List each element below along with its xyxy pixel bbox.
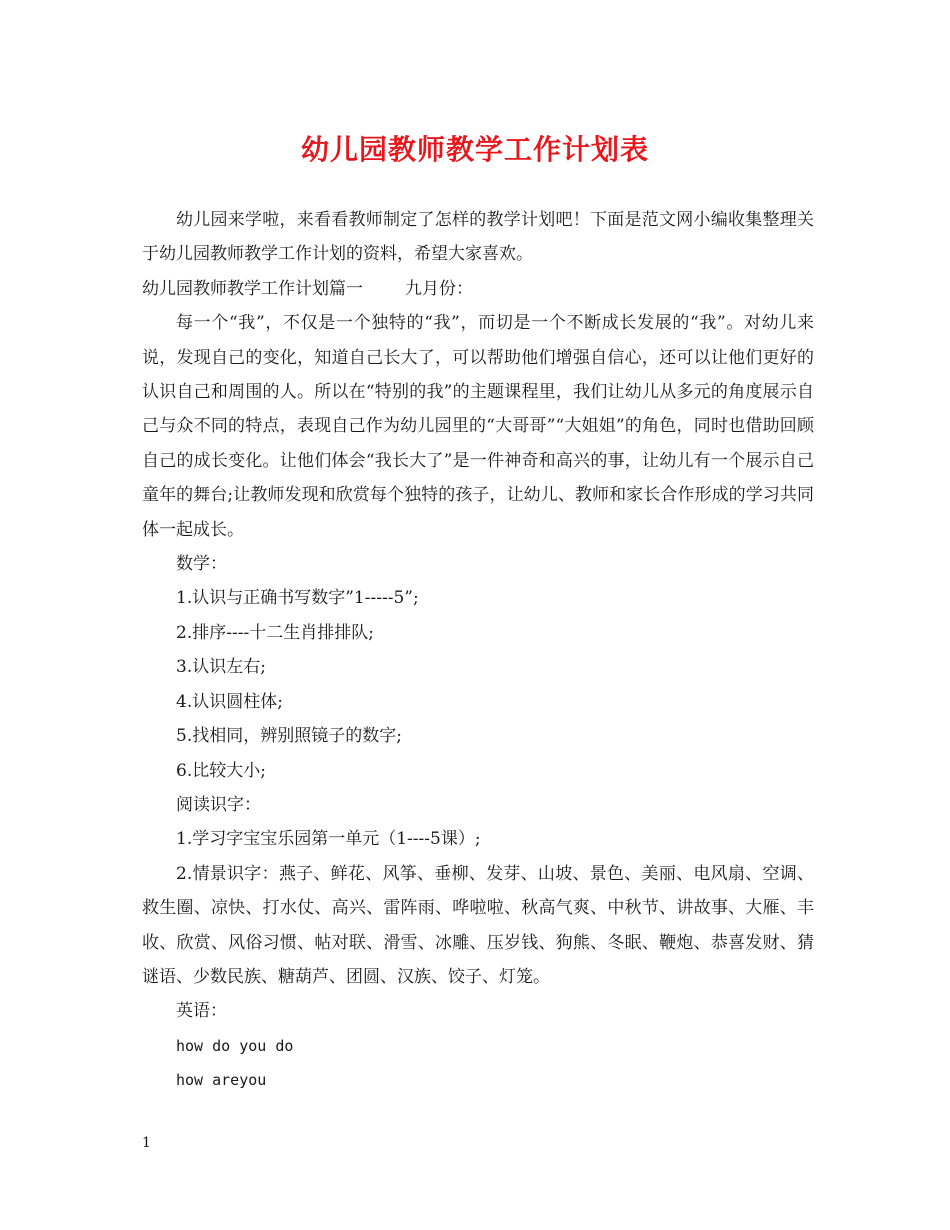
english-heading: 英语： bbox=[176, 1001, 227, 1022]
english-item: how areyou bbox=[176, 1071, 267, 1090]
math-item: 1.认识与正确书写数字”1-----5”; bbox=[176, 588, 419, 609]
math-item: 4.认识圆柱体; bbox=[176, 691, 283, 712]
document-body bbox=[142, 203, 814, 1098]
document-title: 幼儿园教师教学工作计划表 bbox=[300, 133, 649, 166]
section-heading-line bbox=[142, 272, 814, 306]
page-number: 1 bbox=[142, 1135, 151, 1151]
reading-item: 1.学习字宝宝乐园第一单元（1----5课）; bbox=[176, 829, 481, 850]
theme-paragraph: 每一个“我”，不仅是一个独特的“我”，而切是一个不断成长发展的“我”。对幼儿来说，发现自己的变化，知道自己长大了，可以帮助他们增强自信心，还可以让他们更好的认识自己和周围的人。所以在“特别的我”的主题课程里，我们让幼儿从多元的角度展示自己与众不同的特点，表现自己作为幼儿园里的“大哥哥”“大姐姐”的角色，同时也借助回顾自己的成长变化。让他们体会“我长大了”是一件神奇和高兴的事，让幼儿有一个展示自己童年的舞台;让教师发现和欣赏每个独特的孩子，让幼儿、教师和家长合作形成的学习共同体一起成长。 bbox=[142, 313, 814, 540]
math-item: 3.认识左右; bbox=[176, 657, 266, 678]
month-label: 九月份： bbox=[405, 278, 473, 299]
section-heading: 幼儿园教师教学工作计划篇一 bbox=[142, 278, 363, 299]
intro-paragraph: 幼儿园来学啦，来看看教师制定了怎样的教学计划吧！下面是范文网小编收集整理关于幼儿园教师教学工作计划的资料，希望大家喜欢。 bbox=[142, 210, 814, 265]
english-item: how do you do bbox=[176, 1036, 294, 1055]
math-item: 6.比较大小; bbox=[176, 760, 266, 781]
reading-item-vocabulary: 2.情景识字：燕子、鲜花、风筝、垂柳、发芽、山坡、景色、美丽、电风扇、空调、救生圈、凉快、打水仗、高兴、雷阵雨、哗啦啦、秋高气爽、中秋节、讲故事、大雁、丰收、欣赏、风俗习惯、帖对联、滑雪、冰雕、压岁钱、狗熊、冬眠、鞭炮、恭喜发财、猜谜语、少数民族、糖葫芦、团圆、汉族、饺子、灯笼。 bbox=[142, 863, 814, 987]
math-item: 5.找相同，辨别照镜子的数字; bbox=[176, 726, 402, 747]
math-heading: 数学： bbox=[176, 554, 227, 575]
math-item: 2.排序----十二生肖排排队; bbox=[176, 622, 374, 643]
reading-heading: 阅读识字： bbox=[176, 794, 261, 815]
